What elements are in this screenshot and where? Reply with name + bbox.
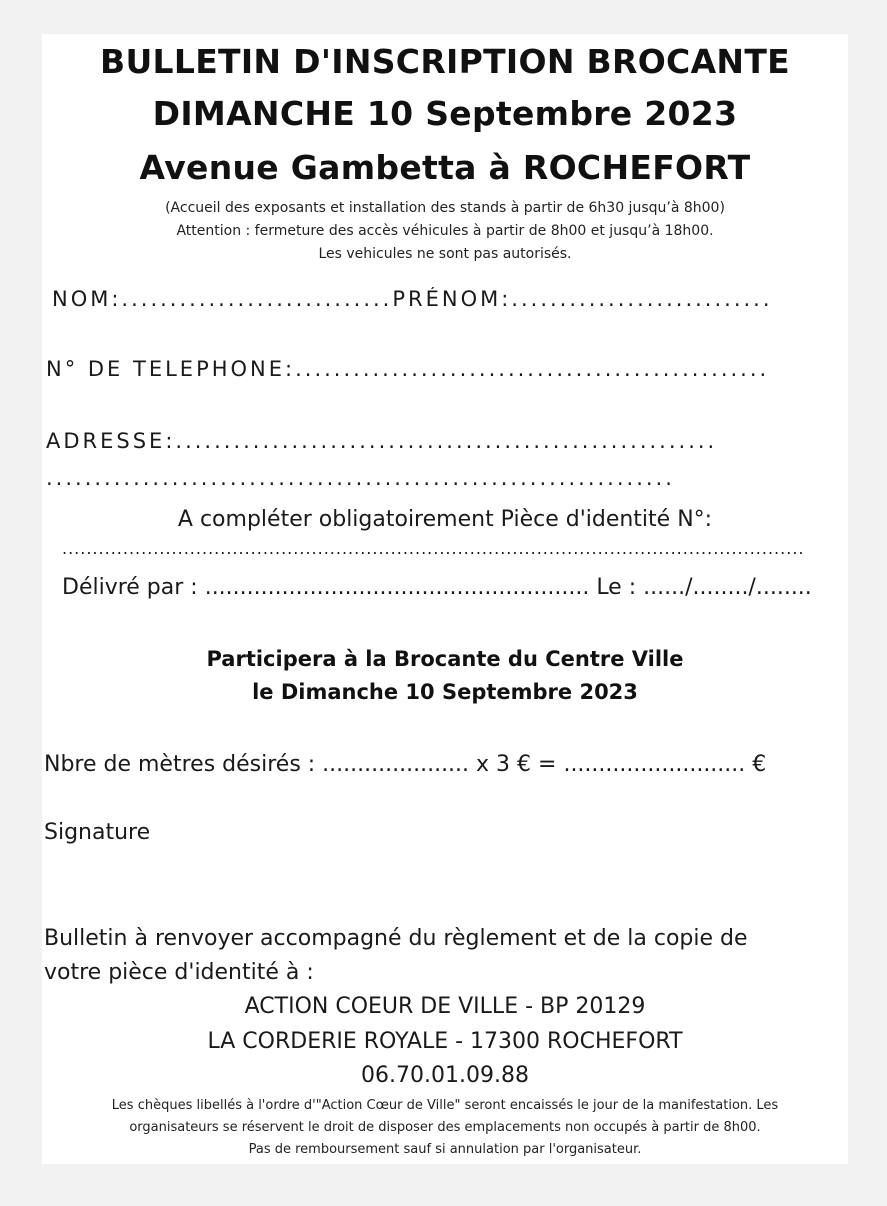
- footer-line3: Pas de remboursement sauf si annulation par l'organisateur.: [248, 1142, 642, 1157]
- return-instructions-line2: votre pièce d'identité à :: [44, 960, 314, 985]
- arrival-note: (Accueil des exposants et installation des stands à partir de 6h30 jusqu’à 8h00): [165, 200, 725, 216]
- address-field-line2[interactable]: .................................................................: [46, 466, 675, 490]
- participation-line2: le Dimanche 10 Septembre 2023: [252, 680, 638, 704]
- footer-line2: organisateurs se réservent le droit de disposer des emplacements non occupés à partir de 8h00.: [129, 1120, 761, 1135]
- form-title-line3: Avenue Gambetta à ROCHEFORT: [139, 148, 751, 187]
- name-field[interactable]: NOM:............................PRÉNOM:...........................: [52, 287, 773, 311]
- form-title-line2: DIMANCHE 10 Septembre 2023: [152, 94, 738, 133]
- phone-field[interactable]: N° DE TELEPHONE:.................................................: [46, 357, 770, 381]
- vehicle-warning: Attention : fermeture des accès véhicules à partir de 8h00 et jusqu’à 18h00.: [176, 223, 714, 239]
- signature-label: Signature: [44, 820, 151, 845]
- footer-line1: Les chèques libellés à l'ordre d'"Action Cœur de Ville" seront encaissés le jour de la manifestation. Les: [111, 1098, 779, 1113]
- return-instructions-line1: Bulletin à renvoyer accompagné du règlement et de la copie de: [44, 926, 748, 951]
- contact-phone: 06.70.01.09.88: [361, 1063, 529, 1088]
- form-title-line1: BULLETIN D'INSCRIPTION BROCANTE: [100, 42, 790, 81]
- address-field[interactable]: ADRESSE:........................................................: [46, 429, 718, 453]
- identity-heading: A compléter obligatoirement Pièce d'identité N°:: [177, 507, 713, 532]
- page-bottom-margin: [0, 1178, 887, 1206]
- vehicle-note: Les vehicules ne sont pas autorisés.: [318, 246, 572, 262]
- participation-line1: Participera à la Brocante du Centre Ville: [206, 647, 684, 671]
- identity-number-field[interactable]: ..........................................................................................................................: [62, 539, 805, 558]
- delivered-by-field[interactable]: Délivré par : ....................................................... Le : ....../......../........: [62, 575, 812, 600]
- metres-field[interactable]: Nbre de mètres désirés : ..................... x 3 € = .......................... €: [44, 752, 767, 777]
- return-address-line2: LA CORDERIE ROYALE - 17300 ROCHEFORT: [207, 1029, 683, 1054]
- return-address-line1: ACTION COEUR DE VILLE - BP 20129: [244, 994, 646, 1019]
- registration-form-sheet: [42, 34, 848, 1164]
